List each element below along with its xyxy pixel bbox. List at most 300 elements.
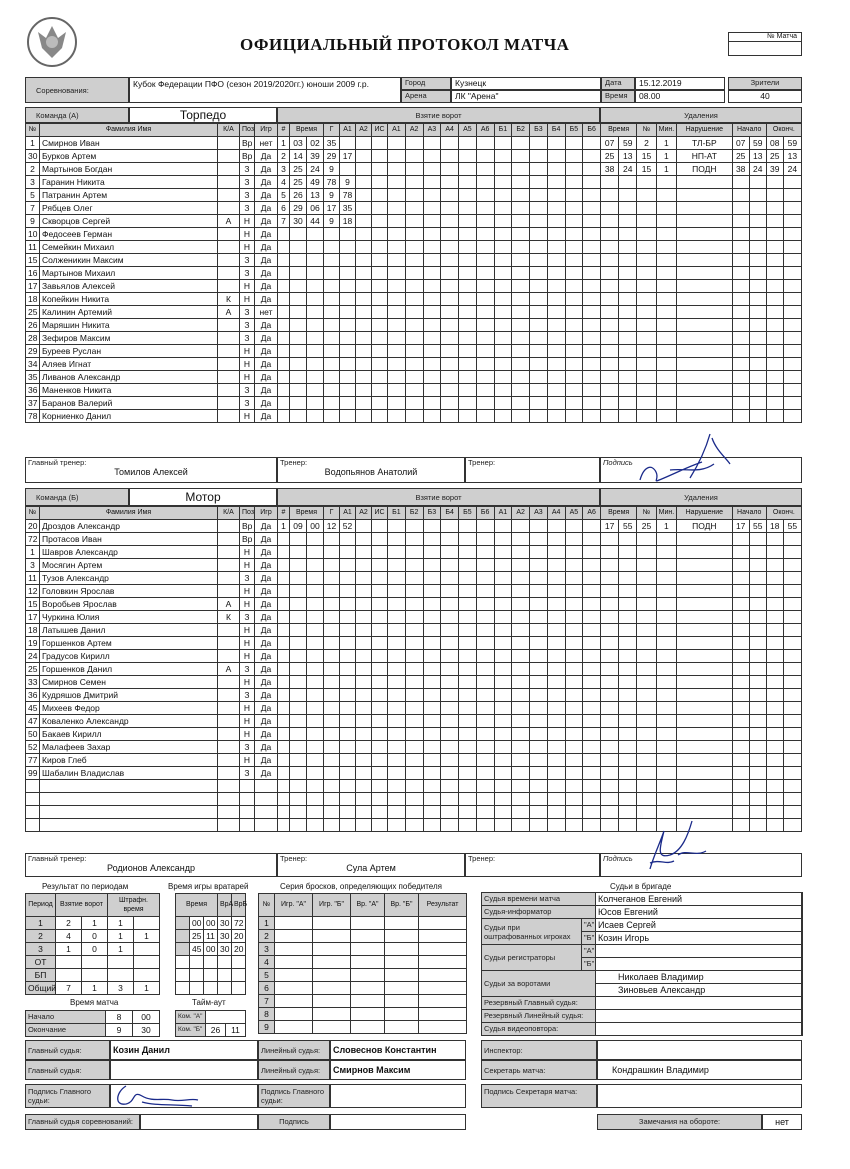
empty-cell [601, 293, 619, 306]
secretary-label-cell [481, 1060, 597, 1080]
empty-cell [583, 819, 601, 832]
timeout-b-label: Ком. "Б" [176, 1024, 206, 1037]
empty-cell [547, 598, 565, 611]
empty-cell [749, 202, 766, 215]
empty-cell [530, 358, 548, 371]
goal-zone-cell [494, 150, 512, 163]
empty-cell [324, 559, 340, 572]
player-played: Да [255, 676, 278, 689]
empty-cell [356, 754, 372, 767]
empty-cell [356, 319, 372, 332]
team-b-name-cell [129, 488, 277, 506]
player-captain-mark [218, 559, 240, 572]
player-name: Горшенков Данил [40, 663, 218, 676]
empty-cell [749, 293, 766, 306]
empty-cell [405, 293, 423, 306]
empty-cell [441, 280, 459, 293]
empty-cell [441, 254, 459, 267]
empty-cell [565, 410, 583, 423]
player-captain-mark [218, 520, 240, 533]
empty-cell [583, 780, 601, 793]
arena-label-cell [401, 90, 451, 103]
player-number: 9 [26, 215, 40, 228]
empty-cell [677, 345, 733, 358]
goal-zone-cell [512, 189, 530, 202]
goal-second: 06 [307, 202, 324, 215]
empty-cell [766, 624, 783, 637]
empty-cell [218, 982, 232, 995]
empty-cell [40, 780, 218, 793]
player-row [26, 306, 278, 319]
empty-cell [494, 637, 512, 650]
goal-zone-cell [565, 189, 583, 202]
penalty-row [601, 371, 802, 384]
empty-cell [405, 793, 423, 806]
empty-cell [459, 650, 477, 663]
player-captain-mark: К [218, 293, 240, 306]
empty-cell [372, 410, 388, 423]
empty-cell [340, 319, 356, 332]
empty-cell [783, 598, 801, 611]
empty-cell [783, 332, 801, 345]
empty-cell [637, 254, 656, 267]
empty-cell [423, 410, 441, 423]
player-row [26, 767, 278, 780]
player-number: 11 [26, 241, 40, 254]
empty-cell [530, 741, 548, 754]
empty-cell [619, 319, 637, 332]
empty-cell [307, 319, 324, 332]
empty-cell [459, 793, 477, 806]
player-captain-mark [218, 371, 240, 384]
empty-cell [324, 663, 340, 676]
empty-cell [749, 533, 766, 546]
empty-cell [441, 384, 459, 397]
results-period: 3 [26, 943, 56, 956]
empty-cell [637, 267, 656, 280]
empty-cell [547, 559, 565, 572]
match-start-minute: 00 [133, 1011, 160, 1024]
empty-cell [565, 358, 583, 371]
player-number: 50 [26, 728, 40, 741]
player-played: Да [255, 332, 278, 345]
empty-cell [356, 267, 372, 280]
empty-cell [512, 741, 530, 754]
empty-cell [619, 293, 637, 306]
player-row [26, 572, 278, 585]
date-label-cell [601, 77, 635, 90]
penalty-time-sec: 59 [619, 137, 637, 150]
empty-cell [601, 306, 619, 319]
col-pos: Поз [240, 124, 255, 137]
team-a-label: Команда (А) [36, 111, 79, 120]
empty-cell [340, 611, 356, 624]
empty-cell [459, 280, 477, 293]
empty-cell [441, 663, 459, 676]
empty-cell [766, 306, 783, 319]
empty-cell [637, 754, 656, 767]
empty-cell [290, 533, 307, 546]
empty-cell [565, 585, 583, 598]
empty-cell [619, 585, 637, 598]
empty-cell [278, 397, 290, 410]
empty-cell [459, 397, 477, 410]
competition-label: Соревнования: [36, 86, 89, 95]
empty-cell [656, 384, 676, 397]
empty-cell [512, 637, 530, 650]
empty-cell [494, 806, 512, 819]
goal-zone-cell [530, 189, 548, 202]
goal-zone-cell [388, 189, 406, 202]
player-played: Да [255, 176, 278, 189]
empty-cell [583, 806, 601, 819]
empty-cell [766, 176, 783, 189]
player-name: Гаранин Никита [40, 176, 218, 189]
empty-cell [601, 819, 619, 832]
goal-zone-cell [441, 202, 459, 215]
empty-cell [565, 254, 583, 267]
empty-cell [732, 793, 749, 806]
results-pim-a: 1 [108, 943, 134, 956]
empty-cell [476, 793, 494, 806]
player-row [26, 624, 278, 637]
empty-cell [565, 293, 583, 306]
team-b-coach1-label: Тренер: [280, 854, 308, 863]
results-period: ОТ [26, 956, 56, 969]
empty-cell [677, 319, 733, 332]
penalty-row [601, 611, 802, 624]
player-number: 1 [26, 546, 40, 559]
empty-cell [749, 410, 766, 423]
empty-cell [583, 767, 601, 780]
empty-cell [494, 689, 512, 702]
shootout-cell [275, 930, 313, 943]
goalie-b-header: ВрБ [232, 894, 246, 917]
timekeeper-name: Колчеганов Евгений [596, 893, 803, 906]
empty-cell [583, 241, 601, 254]
empty-cell [278, 754, 290, 767]
goal-zone-cell [547, 215, 565, 228]
goal-scorer: 9 [324, 215, 340, 228]
empty-cell [530, 384, 548, 397]
empty-cell [218, 780, 240, 793]
empty-cell [783, 780, 801, 793]
empty-cell [677, 663, 733, 676]
empty-cell [547, 754, 565, 767]
empty-cell [601, 410, 619, 423]
player-row [26, 754, 278, 767]
penalty-minutes: 1 [656, 163, 676, 176]
penalty-start-sec: 55 [749, 520, 766, 533]
empty-cell [565, 598, 583, 611]
empty-cell [530, 546, 548, 559]
empty-cell [372, 572, 388, 585]
empty-cell [476, 650, 494, 663]
goal-row [278, 611, 601, 624]
penalty-judge-b: Козин Игорь [596, 932, 803, 945]
empty-cell [565, 767, 583, 780]
results-goals-a [56, 956, 82, 969]
player-position: З [240, 767, 255, 780]
player-captain-mark [218, 689, 240, 702]
empty-cell [766, 585, 783, 598]
empty-cell [423, 332, 441, 345]
player-row [26, 137, 278, 150]
goal-row [278, 319, 601, 332]
results-goals-a: 4 [56, 930, 82, 943]
empty-cell [637, 585, 656, 598]
empty-cell [656, 754, 676, 767]
team-a-label-cell [25, 107, 129, 123]
empty-cell [766, 598, 783, 611]
empty-cell [290, 559, 307, 572]
empty-cell [372, 663, 388, 676]
goal-zone-cell [388, 137, 406, 150]
goal-assist-2 [356, 215, 372, 228]
penalty-time-min: 17 [601, 520, 619, 533]
empty-cell [732, 780, 749, 793]
goal-row [278, 676, 601, 689]
empty-cell [307, 793, 324, 806]
goal-zone-cell [512, 215, 530, 228]
goal-zone-cell [530, 176, 548, 189]
empty-cell [388, 598, 406, 611]
penalty-row [601, 137, 802, 150]
empty-cell [290, 767, 307, 780]
penalty-judges-label: Судьи при оштрафованных игроках [482, 919, 582, 945]
empty-cell [677, 384, 733, 397]
empty-cell [512, 715, 530, 728]
goal-zone-cell [405, 189, 423, 202]
chief-comp-cell [140, 1114, 258, 1130]
player-name: Корниенко Данил [40, 410, 218, 423]
empty-cell [766, 319, 783, 332]
empty-cell [459, 728, 477, 741]
empty-cell [372, 650, 388, 663]
goal-col-a1: А1 [340, 507, 356, 520]
empty-cell [340, 819, 356, 832]
player-number: 7 [26, 202, 40, 215]
goal-zone-cell [530, 520, 548, 533]
empty-cell [512, 384, 530, 397]
empty-cell [637, 572, 656, 585]
player-row [26, 371, 278, 384]
empty-cell [441, 410, 459, 423]
empty-cell [583, 332, 601, 345]
player-name: Патранин Артем [40, 189, 218, 202]
player-played: Да [255, 267, 278, 280]
empty-cell [512, 293, 530, 306]
goal-assist-1: 52 [340, 520, 356, 533]
player-number: 19 [26, 637, 40, 650]
empty-cell [278, 637, 290, 650]
empty-cell [423, 533, 441, 546]
empty-cell [218, 969, 232, 982]
goal-assist-1: 17 [340, 150, 356, 163]
empty-cell [783, 384, 801, 397]
empty-cell [677, 202, 733, 215]
empty-cell [512, 585, 530, 598]
penalty-row [601, 546, 802, 559]
empty-cell [405, 624, 423, 637]
empty-cell [732, 806, 749, 819]
penalty-row [601, 754, 802, 767]
empty-cell [405, 384, 423, 397]
empty-cell [547, 546, 565, 559]
empty-cell [583, 663, 601, 676]
sig-secretary-cell [597, 1084, 802, 1108]
empty-cell [340, 585, 356, 598]
player-name: Мартынов Богдан [40, 163, 218, 176]
player-number: 33 [26, 676, 40, 689]
empty-cell [512, 611, 530, 624]
empty-cell [290, 780, 307, 793]
shootout-cell [419, 917, 467, 930]
competition-cell [129, 77, 401, 103]
empty-cell [656, 585, 676, 598]
empty-cell [324, 754, 340, 767]
empty-cell [783, 546, 801, 559]
empty-cell [749, 754, 766, 767]
player-played: нет [255, 306, 278, 319]
empty-cell [732, 189, 749, 202]
goal-is [372, 520, 388, 533]
empty-cell [732, 228, 749, 241]
empty-cell [405, 806, 423, 819]
pen-col-start: Начало [732, 124, 766, 137]
empty-cell [340, 384, 356, 397]
empty-cell [388, 559, 406, 572]
empty-cell [307, 572, 324, 585]
empty-cell [278, 267, 290, 280]
empty-cell [324, 280, 340, 293]
empty-cell [530, 228, 548, 241]
empty-cell [530, 689, 548, 702]
goal-zone-cell [459, 189, 477, 202]
empty-cell [494, 793, 512, 806]
player-position: З [240, 384, 255, 397]
empty-cell [278, 371, 290, 384]
penalty-end-min: 08 [766, 137, 783, 150]
player-played: Да [255, 163, 278, 176]
empty-cell [324, 806, 340, 819]
goal-zone-cell [441, 189, 459, 202]
player-number: 25 [26, 306, 40, 319]
empty-cell [423, 754, 441, 767]
player-row [26, 585, 278, 598]
goal-zone-cell [476, 150, 494, 163]
empty-cell [619, 189, 637, 202]
empty-cell [656, 663, 676, 676]
player-position: З [240, 663, 255, 676]
goal-zone-cell [583, 150, 601, 163]
goalie-time-minute: 25 [190, 930, 204, 943]
player-captain-mark [218, 637, 240, 650]
empty-cell [547, 819, 565, 832]
line-ref2-label-cell [258, 1060, 330, 1080]
player-played: Да [255, 624, 278, 637]
match-time-title: Время матча [70, 998, 119, 1007]
empty-cell [512, 533, 530, 546]
empty-cell [732, 702, 749, 715]
team-a-coach1: Водопьянов Анатолий [324, 467, 418, 477]
empty-cell [356, 280, 372, 293]
empty-cell [619, 358, 637, 371]
player-played: Да [255, 410, 278, 423]
empty-cell [749, 254, 766, 267]
empty-cell [601, 728, 619, 741]
goal-minute: 29 [290, 202, 307, 215]
player-played: Да [255, 397, 278, 410]
shootout-cell [351, 917, 385, 930]
empty-cell [278, 384, 290, 397]
shootout-col: Игр. "А" [275, 894, 313, 917]
player-name: Дроздов Александр [40, 520, 218, 533]
col-name: Фамилия Имя [40, 124, 218, 137]
empty-cell [530, 754, 548, 767]
penalty-player: 15 [637, 163, 656, 176]
player-played: Да [255, 715, 278, 728]
empty-cell [340, 397, 356, 410]
spectators-label: Зрители [750, 78, 780, 87]
empty-cell [405, 410, 423, 423]
empty-cell [388, 319, 406, 332]
shootout-cell [313, 943, 351, 956]
empty-cell [441, 241, 459, 254]
chief-comp-label: Главный судья соревнований: [28, 1117, 133, 1126]
empty-cell [637, 546, 656, 559]
player-captain-mark [218, 150, 240, 163]
player-row [26, 189, 278, 202]
empty-cell [372, 598, 388, 611]
goal-zone-cell [441, 215, 459, 228]
empty-cell [732, 384, 749, 397]
pen-col-start: Начало [732, 507, 766, 520]
goal-zone-cell [583, 176, 601, 189]
empty-cell [583, 397, 601, 410]
empty-cell [494, 371, 512, 384]
empty-cell [307, 663, 324, 676]
goal-assist-1 [340, 137, 356, 150]
penalty-end-min: 39 [766, 163, 783, 176]
player-captain-mark [218, 572, 240, 585]
empty-cell [476, 546, 494, 559]
empty-cell [356, 241, 372, 254]
penalty-start-min: 25 [732, 150, 749, 163]
empty-cell [232, 969, 246, 982]
goal-is [372, 163, 388, 176]
goalie-b-number: 72 [232, 917, 246, 930]
goal-row [278, 650, 601, 663]
penalty-minutes: 1 [656, 150, 676, 163]
goal-zone-cell [441, 163, 459, 176]
empty-cell [619, 767, 637, 780]
empty-cell [749, 319, 766, 332]
goal-zone-cell [405, 137, 423, 150]
empty-cell [340, 663, 356, 676]
empty-cell [494, 384, 512, 397]
empty-cell [441, 332, 459, 345]
results-pim-a: 3 [108, 982, 134, 995]
empty-cell [766, 189, 783, 202]
empty-cell [601, 637, 619, 650]
goal-assist-2 [356, 520, 372, 533]
shootout-cell [275, 943, 313, 956]
empty-cell [218, 793, 240, 806]
empty-cell [749, 189, 766, 202]
empty-cell [340, 332, 356, 345]
empty-cell [656, 533, 676, 546]
